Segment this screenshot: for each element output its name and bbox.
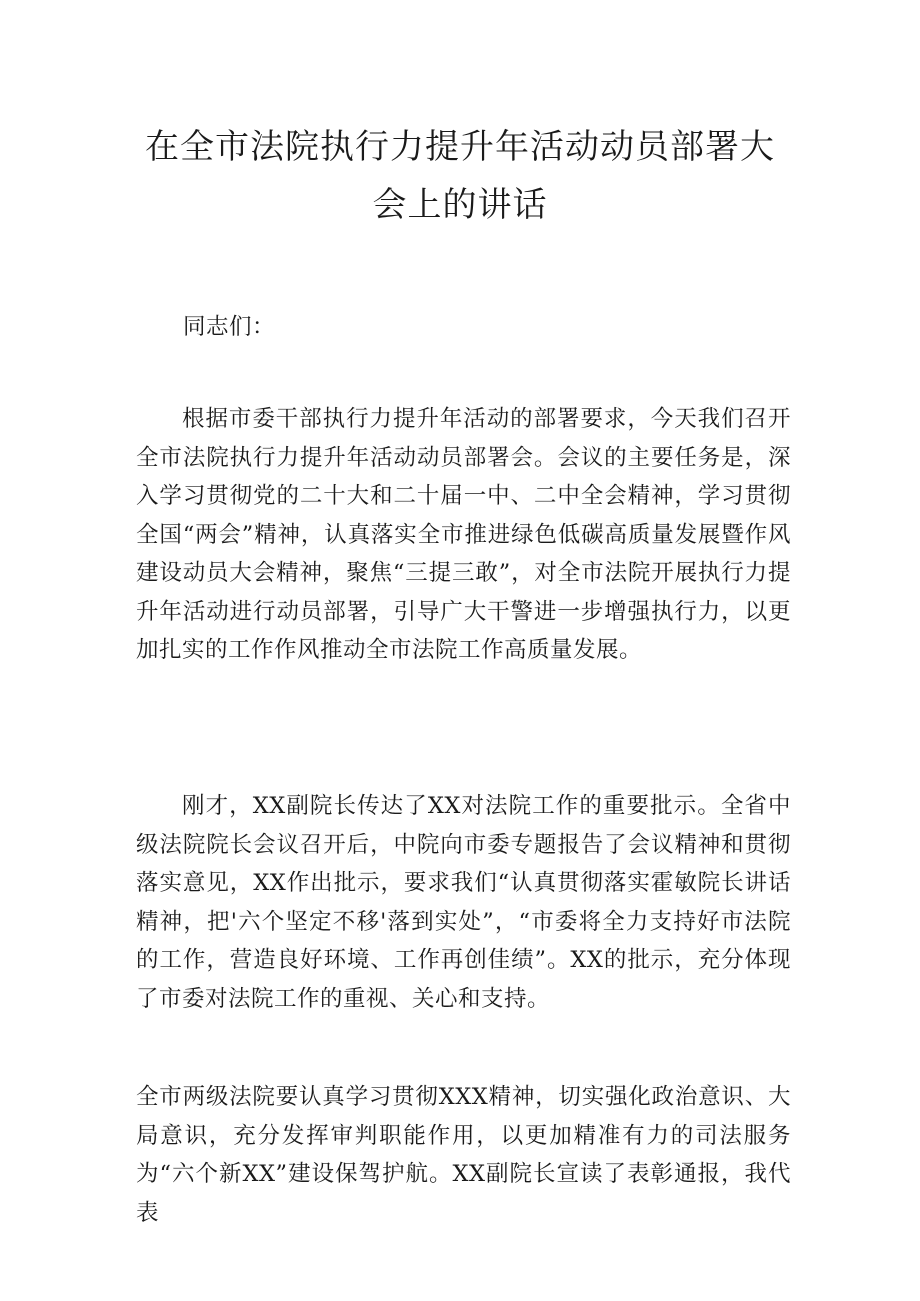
paragraph-2: 刚才，XX副院长传达了XX对法院工作的重要批示。全省中级法院院长会议召开后，中院向市委专题报告了会议精神和贯彻落实意见，XX作出批示，要求我们“认真贯彻落实霍敏院长讲话精神，把'六个坚定不移'落到实处”，“市委将全力支持好市法院的工作，营造良好环境、工作再创佳绩”。XX的批示，充分体现了市委对法院工作的重视、关心和支持。 xyxy=(136,793,791,1012)
title-line-1: 在全市法院执行力提升年活动动员部署大 xyxy=(145,127,775,167)
document-title xyxy=(110,118,810,234)
paragraph-3: 全市两级法院要认真学习贯彻XXX精神，切实强化政治意识、大局意识，充分发挥审判职能作用，以更加精准有力的司法服务为“六个新XX”建设保驾护航。XX副院长宣读了表彰通报，我代表 xyxy=(136,1084,791,1226)
paragraph-1: 根据市委干部执行力提升年活动的部署要求，今天我们召开全市法院执行力提升年活动动员部署会。会议的主要任务是，深入学习贯彻党的二十大和二十届一中、二中全会精神，学习贯彻全国“两会”精神，认真落实全市推进绿色低碳高质量发展暨作风建设动员大会精神，聚焦“三提三敢”，对全市法院开展执行力提升年活动进行动员部署，引导广大干警进一步增强执行力，以更加扎实的工作作风推动全市法院工作高质量发展。 xyxy=(136,406,791,663)
salutation: 同志们： xyxy=(183,314,276,340)
title-line-2: 会上的讲话 xyxy=(372,185,548,225)
